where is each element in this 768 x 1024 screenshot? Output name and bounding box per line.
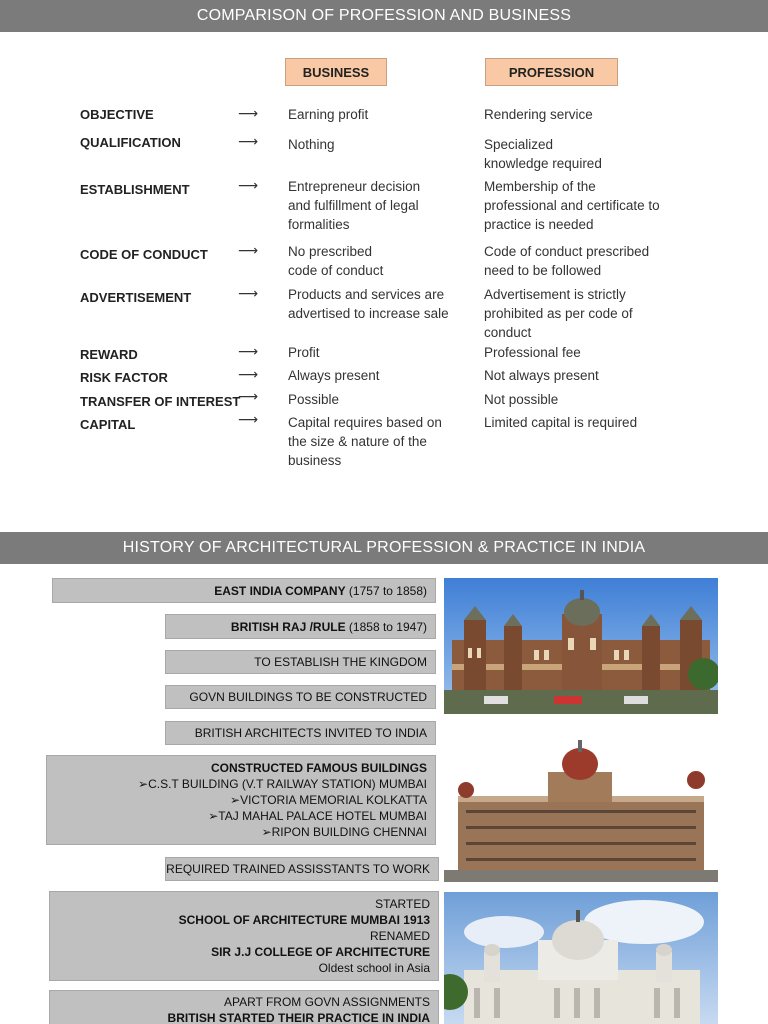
- business-value: Earning profit: [288, 107, 369, 122]
- box-text: Oldest school in Asia: [318, 961, 430, 975]
- arrow-icon: ⟶: [238, 285, 259, 301]
- arrow-icon: ⟶: [238, 366, 259, 382]
- row-label: ADVERTISEMENT: [80, 290, 192, 305]
- row-label: RISK FACTOR: [80, 370, 168, 385]
- box-text: GOVN BUILDINGS TO BE CONSTRUCTED: [189, 690, 427, 704]
- profession-value: Specialized knowledge required: [484, 137, 602, 171]
- section-title-comparison: COMPARISON OF PROFESSION AND BUSINESS: [0, 0, 768, 32]
- list-item: ➢VICTORIA MEMORIAL KOLKATTA: [230, 793, 427, 807]
- arrow-icon: ⟶: [238, 177, 259, 193]
- history-box-famous-buildings: [46, 755, 436, 845]
- arrow-icon: ⟶: [238, 105, 259, 121]
- history-box-british-architects: [165, 721, 436, 745]
- section-title-history: HISTORY OF ARCHITECTURAL PROFESSION & PRACTICE IN INDIA: [0, 532, 768, 564]
- profession-value: Code of conduct prescribed need to be followed: [484, 244, 650, 278]
- row-label: CAPITAL: [80, 417, 136, 432]
- arrow-icon: ⟶: [238, 411, 259, 427]
- list-item: ➢RIPON BUILDING CHENNAI: [261, 825, 427, 839]
- profession-value: Rendering service: [484, 107, 593, 122]
- history-box-british-practice: [49, 990, 439, 1024]
- row-label: OBJECTIVE: [80, 107, 154, 122]
- arrow-icon: ⟶: [238, 133, 259, 149]
- box-text: APART FROM GOVN ASSIGNMENTS: [223, 995, 430, 1009]
- business-value: Profit: [288, 345, 320, 360]
- arrow-icon: ⟶: [238, 343, 259, 359]
- list-item: ➢TAJ MAHAL PALACE HOTEL MUMBAI: [208, 809, 427, 823]
- box-text: STARTED: [375, 897, 430, 911]
- arrow-icon: ⟶: [238, 388, 259, 404]
- box-bold-text: BRITISH STARTED THEIR PRACTICE IN INDIA: [167, 1011, 430, 1024]
- profession-value: Limited capital is required: [484, 415, 638, 430]
- business-value: Entrepreneur decision and fulfillment of legal formalities: [288, 179, 421, 232]
- business-value: Possible: [288, 392, 340, 407]
- history-box-govn-buildings: [165, 685, 436, 709]
- box-bold-text: EAST INDIA COMPANY: [214, 583, 346, 598]
- business-value: Nothing: [288, 137, 335, 152]
- history-box-trained-assistants: [165, 857, 439, 881]
- box-text: TO ESTABLISH THE KINGDOM: [254, 655, 427, 669]
- history-box-establish-kingdom: [165, 650, 436, 674]
- box-text: (1858 to 1947): [345, 619, 427, 634]
- row-label: QUALIFICATION: [80, 135, 181, 150]
- history-box-british-raj: [165, 614, 436, 639]
- profession-column-header: PROFESSION: [485, 58, 618, 86]
- box-text: RENAMED: [369, 929, 430, 943]
- history-box-school-of-architecture: [49, 891, 439, 981]
- row-label: TRANSFER OF INTEREST: [80, 394, 241, 409]
- history-box-east-india-company: [52, 578, 436, 603]
- row-label: ESTABLISHMENT: [80, 182, 190, 197]
- box-bold-text: SIR J.J COLLEGE OF ARCHITECTURE: [211, 945, 430, 959]
- taj-hotel-photo: [444, 730, 718, 882]
- list-item: ➢C.S.T BUILDING (V.T RAILWAY STATION) MUMBAI: [138, 777, 427, 791]
- arrow-icon: ⟶: [238, 242, 259, 258]
- business-value: Products and services are advertised to increase sale: [288, 287, 449, 321]
- box-text: BRITISH ARCHITECTS INVITED TO INDIA: [194, 726, 427, 740]
- victoria-memorial-photo: [444, 892, 718, 1024]
- business-value: Always present: [288, 368, 380, 383]
- business-value: Capital requires based on the size & nature of the business: [288, 415, 442, 468]
- profession-value: Advertisement is strictly prohibited as per code of conduct: [484, 287, 633, 340]
- business-value: No prescribed code of conduct: [288, 244, 384, 278]
- row-label: REWARD: [80, 347, 138, 362]
- box-bold-text: BRITISH RAJ /RULE: [230, 619, 346, 634]
- box-bold-text: SCHOOL OF ARCHITECTURE MUMBAI 1913: [178, 913, 430, 927]
- profession-value: Membership of the professional and certificate to practice is needed: [484, 179, 660, 232]
- box-heading: CONSTRUCTED FAMOUS BUILDINGS: [211, 761, 427, 775]
- profession-value: Not always present: [484, 368, 599, 383]
- box-text: (1757 to 1858): [345, 583, 427, 598]
- business-column-header: BUSINESS: [285, 58, 387, 86]
- box-text: REQUIRED TRAINED ASSISSTANTS TO WORK: [166, 862, 430, 876]
- profession-value: Not possible: [484, 392, 559, 407]
- profession-value: Professional fee: [484, 345, 581, 360]
- cst-building-photo: [444, 578, 718, 714]
- row-label: CODE OF CONDUCT: [80, 247, 208, 262]
